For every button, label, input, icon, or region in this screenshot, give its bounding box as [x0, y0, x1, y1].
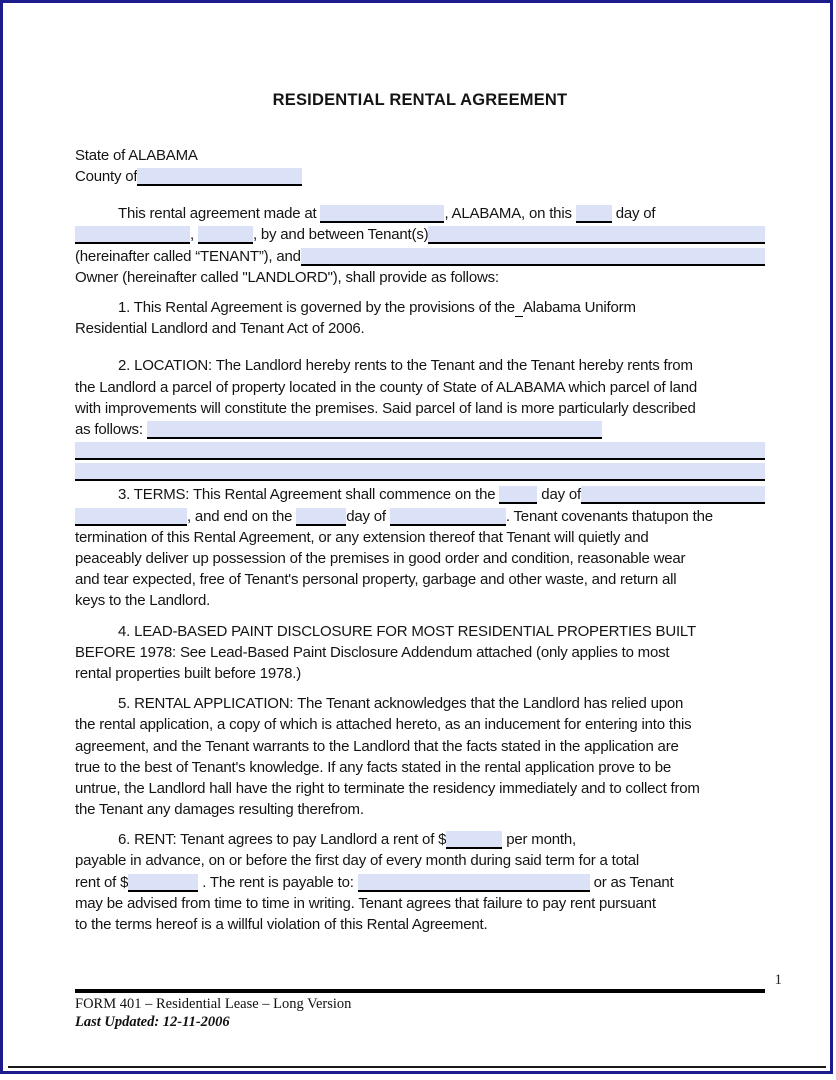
form-blank-field[interactable]	[390, 508, 506, 526]
text-run: This rental agreement made at	[118, 205, 321, 223]
footer-form-line: FORM 401 – Residential Lease – Long Version	[75, 996, 352, 1012]
county-blank-field[interactable]	[137, 168, 302, 186]
text-line	[75, 777, 765, 798]
form-blank-field[interactable]	[301, 248, 765, 266]
paragraph-terms	[75, 483, 765, 610]
text-line	[75, 244, 765, 265]
text-line	[75, 734, 765, 755]
text-run: ,	[190, 226, 198, 244]
form-blank-field[interactable]	[296, 508, 346, 526]
text-line	[75, 892, 765, 913]
text-run: , and end on the	[187, 507, 297, 525]
text-run: 1. This Rental Agreement is governed by the provisions of the	[118, 298, 515, 316]
text-line	[75, 828, 765, 849]
underlined-run	[515, 298, 523, 317]
text-run: 6. RENT: Tenant agrees to pay Landlord a rent of $	[118, 831, 447, 849]
text-run: rent of $	[75, 873, 129, 891]
state-county-header	[75, 144, 765, 186]
text-line	[75, 641, 765, 662]
text-run: 5. RENTAL APPLICATION: The Tenant acknowledges that the Landlord has relied upon	[118, 695, 684, 713]
text-line	[75, 756, 765, 777]
text-run: day of	[346, 507, 390, 525]
text-run: or as Tenant	[589, 873, 674, 891]
form-blank-field[interactable]	[320, 205, 444, 223]
text-line	[75, 504, 765, 525]
text-run: peaceably deliver up possession of the premises in good order and condition, reasonable wear	[75, 550, 686, 567]
form-blank-field[interactable]	[428, 226, 765, 244]
document-body	[75, 202, 765, 943]
text-run: per month,	[502, 831, 576, 849]
text-line	[75, 223, 765, 244]
text-line	[75, 296, 765, 317]
text-line	[75, 317, 765, 338]
text-run: 2. LOCATION: The Landlord hereby rents to the Tenant and the Tenant hereby rents from	[118, 357, 693, 375]
text-line	[75, 713, 765, 734]
document-footer	[75, 972, 782, 1031]
text-line	[75, 418, 765, 439]
text-run: the Landlord a parcel of property located in the county of State of ALABAMA which parcel of land	[75, 378, 698, 396]
text-run: , by and between Tenant(s)	[252, 226, 429, 244]
text-run: 4. LEAD-BASED PAINT DISCLOSURE FOR MOST RESIDENTIAL PROPERTIES BUILT	[118, 622, 696, 640]
page-number: 1	[774, 972, 782, 988]
form-blank-field[interactable]	[75, 442, 765, 460]
text-line	[75, 460, 765, 481]
text-run: Residential Landlord and Tenant Act of 2006.	[75, 320, 365, 338]
form-blank-field[interactable]	[198, 226, 253, 244]
text-line	[75, 589, 765, 610]
paragraph-location	[75, 354, 765, 481]
state-text: State of ALABAMA	[75, 147, 198, 165]
footer-updated-line: Last Updated: 12-11-2006	[75, 1014, 230, 1030]
paragraph-rental-application	[75, 692, 765, 819]
text-line	[75, 568, 765, 589]
paragraph-lead-paint	[75, 619, 765, 683]
text-run: untrue, the Landlord hall have the right to terminate the residency immediately and to collect from	[75, 779, 700, 797]
text-line	[75, 202, 765, 223]
text-run: . The rent is payable to:	[198, 873, 358, 891]
text-run: Alabama Uniform	[522, 298, 636, 316]
form-blank-field[interactable]	[446, 831, 502, 849]
county-line	[75, 165, 765, 186]
paragraph-governing-law	[75, 296, 765, 338]
text-run: rental properties built before 1978.)	[75, 664, 302, 682]
form-blank-field[interactable]	[128, 874, 198, 892]
text-line	[75, 547, 765, 568]
text-line	[75, 397, 765, 418]
form-blank-field[interactable]	[358, 874, 590, 892]
text-run: keys to the Landlord.	[75, 592, 211, 610]
text-line	[75, 798, 765, 819]
text-line	[75, 375, 765, 396]
text-run: may be advised from time to time in writing. Tenant agrees that failure to pay rent pursuant	[75, 894, 656, 912]
text-run: Owner (hereinafter called "LANDLORD"), shall provide as follows:	[75, 268, 499, 286]
scan-edge-line	[8, 1066, 826, 1068]
text-run: BEFORE 1978: See Lead-Based Paint Disclosure Addendum attached (only applies to most	[75, 643, 670, 661]
text-run: , ALABAMA, on this	[444, 205, 576, 223]
text-line	[75, 266, 765, 287]
text-line	[75, 354, 765, 375]
form-blank-field[interactable]	[499, 486, 537, 504]
text-run: with improvements will constitute the premises. Said parcel of land is more particularly described	[75, 399, 696, 417]
text-line	[75, 662, 765, 683]
footer-rule	[75, 989, 765, 993]
county-label: County of	[75, 168, 138, 186]
text-line	[75, 439, 765, 460]
text-run: termination of this Rental Agreement, or any extension thereof that Tenant will quietly and	[75, 528, 649, 546]
text-line	[75, 619, 765, 640]
form-blank-field[interactable]	[75, 226, 190, 244]
form-blank-field[interactable]	[75, 508, 187, 526]
text-run: day of	[537, 486, 581, 504]
text-run: as follows:	[75, 420, 147, 438]
text-run: day of	[611, 205, 656, 223]
form-blank-field[interactable]	[581, 486, 765, 504]
text-run: agreement, and the Tenant warrants to the Landlord that the facts stated in the application are	[75, 737, 679, 755]
text-line	[75, 483, 765, 504]
text-line	[75, 692, 765, 713]
text-run: the rental application, a copy of which is attached hereto, as an inducement for entering into this	[75, 716, 692, 734]
text-run: (hereinafter called “TENANT”), and	[75, 247, 301, 265]
text-run: . Tenant covenants thatupon the	[505, 507, 713, 525]
paragraph-intro	[75, 202, 765, 287]
text-line	[75, 913, 765, 934]
text-line	[75, 526, 765, 547]
text-run: and tear expected, free of Tenant's personal property, garbage and other waste, and return all	[75, 571, 677, 589]
text-line	[75, 870, 765, 891]
text-run: payable in advance, on or before the first day of every month during said term for a total	[75, 852, 639, 870]
form-blank-field[interactable]	[576, 205, 612, 223]
form-blank-field[interactable]	[75, 463, 765, 481]
text-run: true to the best of Tenant's knowledge. If any facts stated in the rental application prove to be	[75, 758, 672, 776]
paragraph-rent	[75, 828, 765, 934]
text-run: to the terms hereof is a willful violation of this Rental Agreement.	[75, 916, 488, 933]
text-run: the Tenant any damages resulting therefrom.	[75, 801, 364, 819]
text-run: 3. TERMS: This Rental Agreement shall commence on the	[118, 486, 500, 504]
document-title: RESIDENTIAL RENTAL AGREEMENT	[272, 91, 568, 109]
state-line	[75, 144, 765, 165]
form-blank-field[interactable]	[147, 421, 602, 439]
text-line	[75, 849, 765, 870]
